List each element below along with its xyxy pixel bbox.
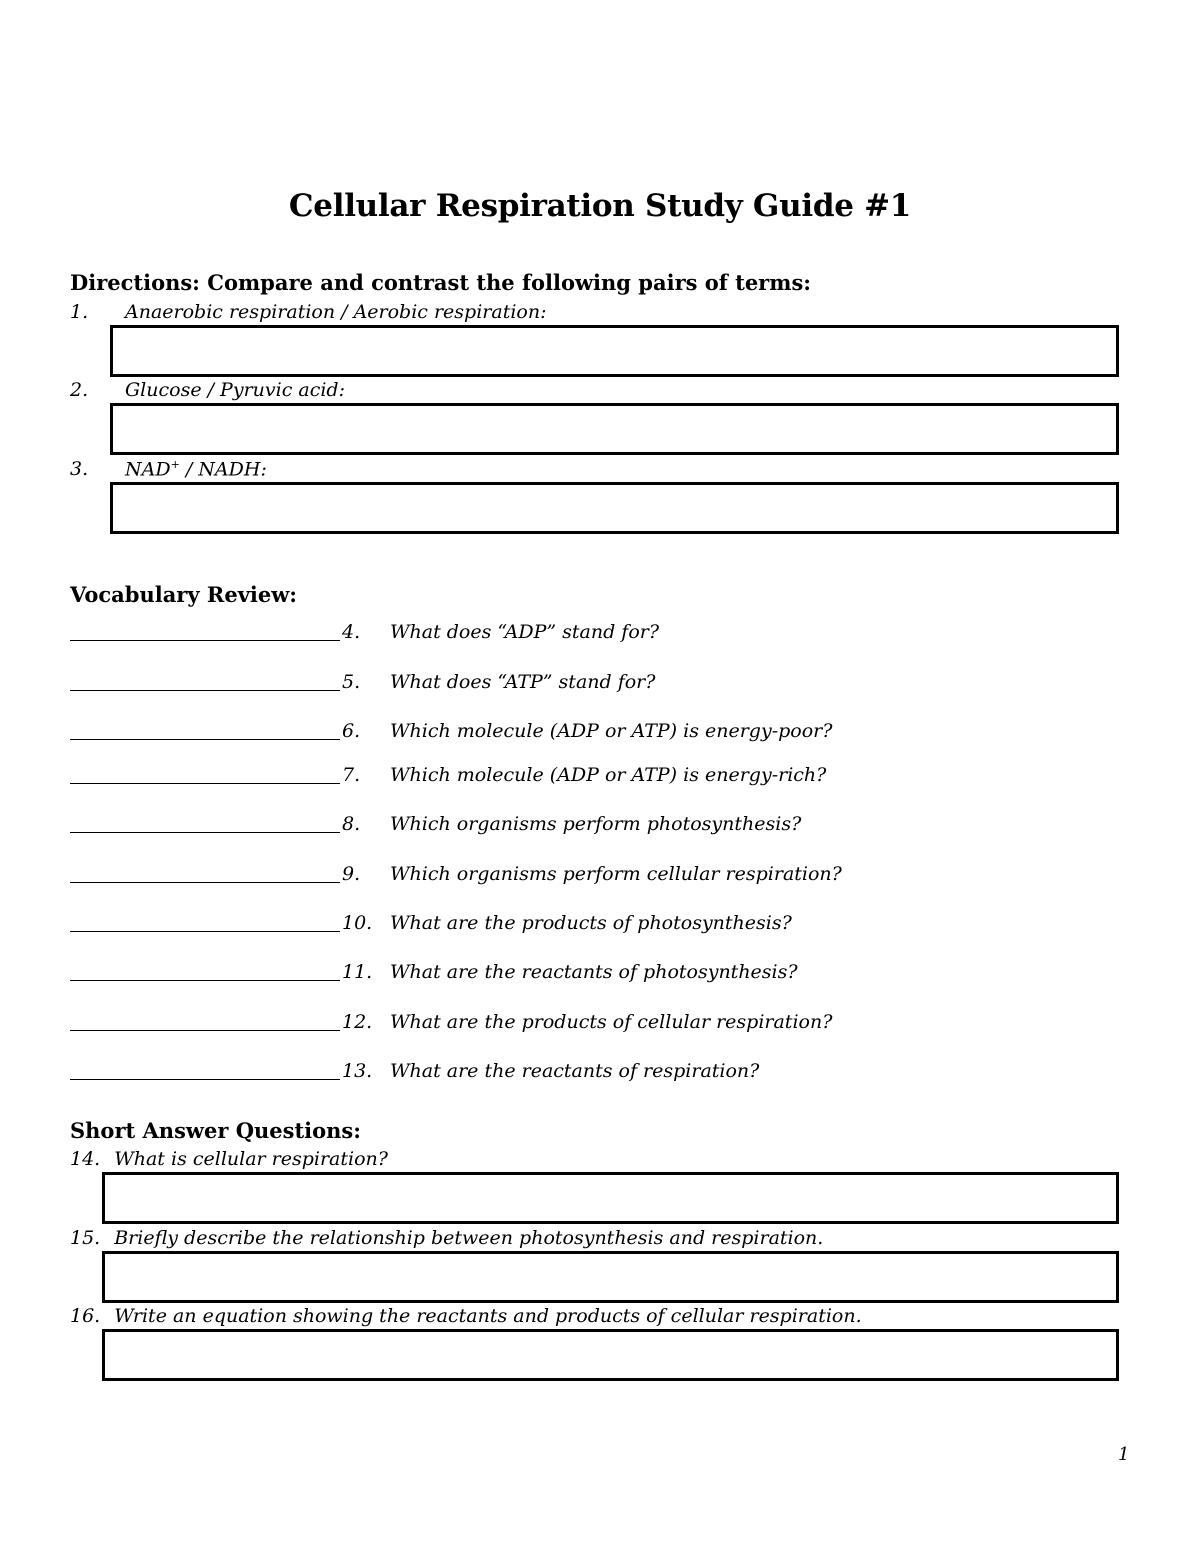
compare-item-number: 2. [70, 379, 89, 401]
vocab-item-4 [70, 621, 970, 647]
vocab-item-text: What does “ADP” stand for? [390, 621, 660, 643]
short-item-16 [70, 1305, 862, 1329]
vocab-item-text: Which molecule (ADP or ATP) is energy-poor? [390, 720, 833, 742]
vocab-item-number: 6. [342, 720, 361, 742]
answer-blank-line[interactable] [70, 640, 340, 641]
vocab-item-number: 12. [342, 1011, 373, 1033]
short-item-number: 16. [70, 1305, 101, 1327]
compare-item-text: Anaerobic respiration / Aerobic respiration: [125, 301, 547, 323]
answer-blank-line[interactable] [70, 690, 340, 691]
answer-blank-line[interactable] [70, 739, 340, 740]
vocab-item-text: Which molecule (ADP or ATP) is energy-rich? [390, 764, 827, 786]
directions-heading: Directions: Compare and contrast the following pairs of terms: [70, 270, 812, 295]
vocab-item-13 [70, 1060, 970, 1086]
vocab-item-number: 7. [342, 764, 361, 786]
compare-item-number: 3. [70, 458, 89, 480]
short-item-15 [70, 1227, 823, 1251]
answer-box-3[interactable] [110, 482, 1119, 534]
vocab-item-number: 13. [342, 1060, 373, 1082]
short-item-text: What is cellular respiration? [114, 1148, 388, 1170]
nadh-label: / NADH: [179, 458, 267, 481]
superscript-plus: + [170, 458, 180, 471]
answer-blank-line[interactable] [70, 931, 340, 932]
short-item-14 [70, 1148, 388, 1172]
page-number: 1 [1118, 1444, 1130, 1465]
vocab-item-8 [70, 813, 970, 839]
vocab-item-9 [70, 863, 970, 889]
vocab-item-12 [70, 1011, 970, 1037]
answer-box-14[interactable] [102, 1172, 1119, 1224]
vocab-item-text: What does “ATP” stand for? [390, 671, 656, 693]
short-answer-heading: Short Answer Questions: [70, 1118, 361, 1143]
vocab-item-text: What are the reactants of respiration? [390, 1060, 760, 1082]
answer-box-1[interactable] [110, 325, 1119, 377]
vocab-item-number: 9. [342, 863, 361, 885]
answer-blank-line[interactable] [70, 783, 340, 784]
answer-blank-line[interactable] [70, 832, 340, 833]
vocab-item-number: 4. [342, 621, 361, 643]
compare-item-text [125, 458, 267, 480]
answer-blank-line[interactable] [70, 1079, 340, 1080]
answer-box-2[interactable] [110, 403, 1119, 455]
short-item-number: 15. [70, 1227, 101, 1249]
page-title: Cellular Respiration Study Guide #1 [288, 188, 912, 224]
vocab-item-6 [70, 720, 970, 746]
answer-box-15[interactable] [102, 1251, 1119, 1303]
short-item-text: Briefly describe the relationship between photosynthesis and respiration. [114, 1227, 824, 1249]
answer-box-16[interactable] [102, 1329, 1119, 1381]
short-item-number: 14. [70, 1148, 101, 1170]
answer-blank-line[interactable] [70, 980, 340, 981]
short-item-text: Write an equation showing the reactants and products of cellular respiration. [114, 1305, 862, 1327]
vocab-item-text: Which organisms perform photosynthesis? [390, 813, 802, 835]
vocab-item-text: What are the reactants of photosynthesis? [390, 961, 798, 983]
vocab-item-text: What are the products of photosynthesis? [390, 912, 792, 934]
vocab-item-7 [70, 764, 970, 790]
compare-item-number: 1. [70, 301, 89, 323]
vocab-item-10 [70, 912, 970, 938]
vocab-heading: Vocabulary Review: [70, 582, 298, 607]
vocab-item-number: 8. [342, 813, 361, 835]
compare-item-text: Glucose / Pyruvic acid: [125, 379, 345, 401]
answer-blank-line[interactable] [70, 882, 340, 883]
vocab-item-number: 11. [342, 961, 373, 983]
answer-blank-line[interactable] [70, 1030, 340, 1031]
vocab-item-5 [70, 671, 970, 697]
nad-label: NAD [125, 458, 171, 481]
vocab-item-text: Which organisms perform cellular respiration? [390, 863, 842, 885]
vocab-item-text: What are the products of cellular respiration? [390, 1011, 833, 1033]
vocab-item-number: 10. [342, 912, 373, 934]
vocab-item-11 [70, 961, 970, 987]
vocab-item-number: 5. [342, 671, 361, 693]
